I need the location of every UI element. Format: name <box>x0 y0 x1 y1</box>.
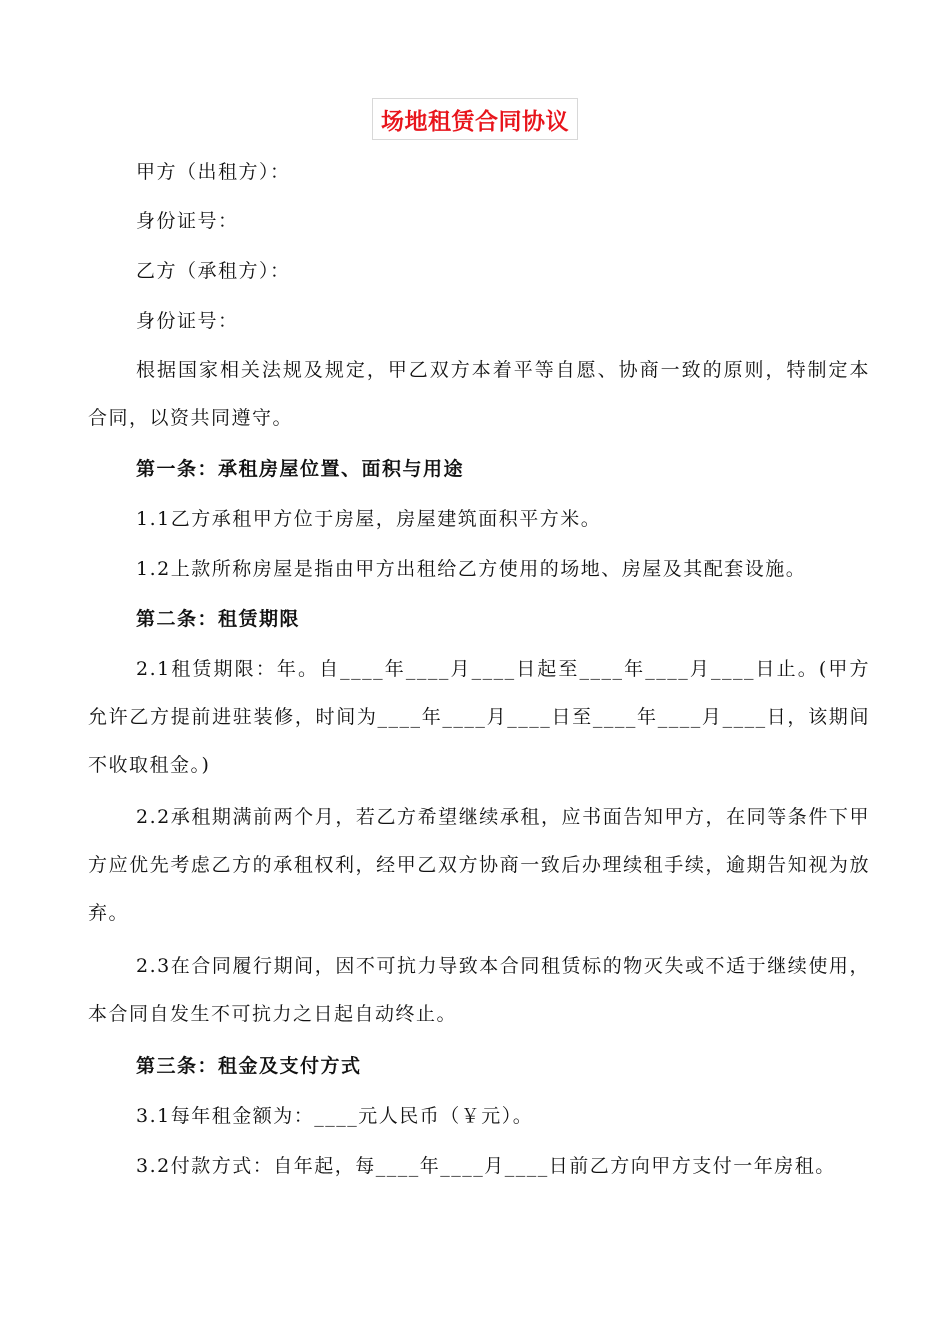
preamble-paragraph: 根据国家相关法规及规定，甲乙双方本着平等自愿、协商一致的原则，特制定本合同，以资共同遵守。 <box>88 359 870 429</box>
document-title: 场地租赁合同协议 <box>381 108 569 135</box>
article2-heading: 第二条：租赁期限 <box>136 608 301 630</box>
id-a-line: 身份证号： <box>136 210 239 232</box>
article3-clause2: 3.2付款方式：自年起，每____年____月____日前乙方向甲方支付一年房租。 <box>136 1155 836 1177</box>
article1-clause1: 1.1乙方承租甲方位于房屋，房屋建筑面积平方米。 <box>136 508 602 530</box>
article2-clause1: 2.1租赁期限：年。自____年____月____日起至____年____月____日止。(甲方允许乙方提前进驻装修，时间为____年____月____日至____年____月____日，该期间不收取租金。) <box>88 658 870 776</box>
id-b-line: 身份证号： <box>136 310 239 332</box>
article1-clause2: 1.2上款所称房屋是指由甲方出租给乙方使用的场地、房屋及其配套设施。 <box>136 558 807 580</box>
article3-clause1: 3.1每年租金额为：____元人民币（￥元）。 <box>136 1105 534 1127</box>
article1-heading: 第一条：承租房屋位置、面积与用途 <box>136 458 465 480</box>
title-box <box>372 98 578 140</box>
article3-heading: 第三条：租金及支付方式 <box>136 1055 362 1077</box>
article2-clause2: 2.2承租期满前两个月，若乙方希望继续承租，应书面告知甲方，在同等条件下甲方应优先考虑乙方的承租权利，经甲乙双方协商一致后办理续租手续，逾期告知视为放弃。 <box>88 806 870 924</box>
party-a-line: 甲方（出租方）： <box>136 161 291 183</box>
party-b-line: 乙方（承租方）： <box>136 260 291 282</box>
article2-clause3: 2.3在合同履行期间，因不可抗力导致本合同租赁标的物灭失或不适于继续使用，本合同自发生不可抗力之日起自动终止。 <box>88 955 870 1025</box>
